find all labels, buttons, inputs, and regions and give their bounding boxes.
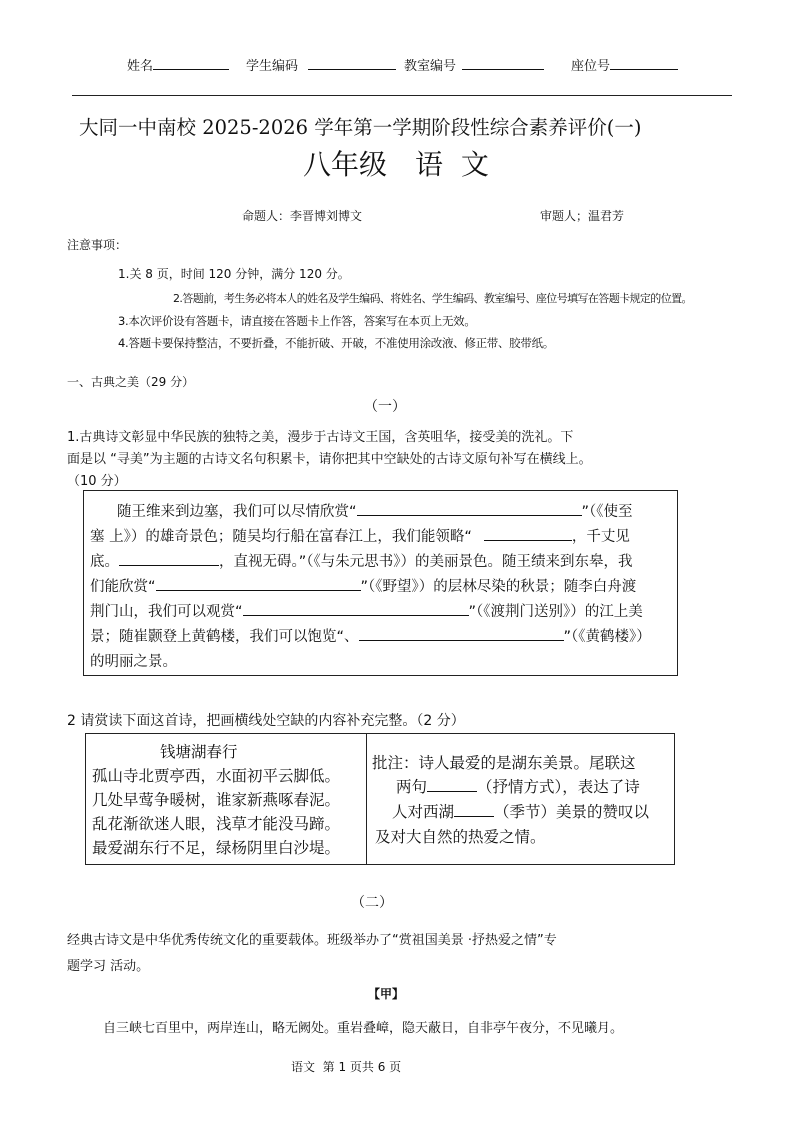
card-line: 底。 ，直视无碍。”（《与朱元思书》）的美丽景色。随王绩来到东皋，我	[90, 554, 633, 570]
answer-blank[interactable]	[484, 540, 572, 541]
note-item: 1.关 8 页，时间 120 分钟，满分 120 分。	[118, 267, 350, 281]
passage-label: 【甲】	[368, 987, 405, 1001]
grade-title	[303, 143, 489, 183]
annotation-line: 批注：诗人最爱的是湖东美景。尾联这	[372, 754, 636, 772]
poem-table-divider	[366, 733, 367, 865]
question-1-text: 面是以 “寻美”为主题的古诗文名句积累卡，请你把其中空缺处的古诗文原句补写在横线上。	[67, 452, 592, 467]
answer-blank[interactable]	[156, 590, 361, 591]
seat-blank[interactable]	[610, 69, 678, 70]
setter-text: 命题人：李晋博刘博文	[242, 209, 363, 223]
student-code-field[interactable]	[246, 55, 396, 74]
poem-line: 孤山寺北贾亭西，水面初平云脚低。	[92, 767, 341, 785]
part-2-intro: 经典古诗文是中华优秀传统文化的重要载体。班级举办了“赏祖国美景 ·抒热爱之情”专	[67, 933, 557, 948]
name-label: 姓名	[127, 59, 154, 74]
card-line: 荆门山，我们可以观赏“ ”（《渡荆门送别》）的江上美	[90, 604, 643, 620]
answer-blank[interactable]	[119, 565, 219, 566]
note-item: 2.答题前，考生务必将本人的姓名及学生编码、将姓名、学生编码、教室编号、座位号填写在答题卡规定的位置。	[173, 292, 692, 305]
answer-blank[interactable]	[454, 816, 494, 817]
answer-blank[interactable]	[359, 640, 564, 641]
note-item: 4.答题卡要保持整洁，不要折叠，不能折破、开破，不准使用涂改液、修正带、胶带纸。	[118, 336, 554, 350]
room-field[interactable]	[404, 55, 544, 74]
notes-heading: 注意事项：	[67, 238, 128, 252]
header-divider	[72, 95, 732, 96]
passage-text: 自三峡七百里中，两岸连山，略无阙处。重岩叠嶂，隐天蔽日，自非亭午夜分，不见曦月。	[103, 1021, 624, 1036]
room-blank[interactable]	[462, 69, 544, 70]
answer-blank[interactable]	[243, 615, 469, 616]
seat-field[interactable]	[571, 55, 678, 74]
card-line: 塞 上》）的雄奇景色；随吴均行船在富春江上，我们能领略“ ，千丈见	[90, 529, 630, 545]
poem-line: 最爱湖东行不足，绿杨阴里白沙堤。	[92, 839, 341, 857]
student-code-label: 学生编码	[246, 59, 299, 74]
card-line: 们能欣赏“ ”（《野望》）的层林尽染的秋景；随李白舟渡	[90, 579, 637, 595]
subject-label: 语 文	[415, 148, 489, 181]
annotation-line: 两句 （抒情方式），表达了诗	[396, 778, 640, 796]
poem-title: 钱塘湖春行	[160, 743, 238, 761]
annotation-line: 及对大自然的热爱之情。	[375, 828, 546, 846]
student-code-blank[interactable]	[308, 69, 396, 70]
question-2-text: 2 请赏读下面这首诗，把画横线处空缺的内容补充完整。（2 分）	[67, 713, 465, 729]
seat-label: 座位号	[571, 59, 611, 74]
card-line: 随王维来到边塞，我们可以尽情欣赏“ ”（《使至	[117, 504, 633, 520]
poem-line: 乱花渐欲迷人眼，浅草才能没马蹄。	[92, 815, 341, 833]
annotation-line: 人对西湖 （季节）美景的赞叹以	[392, 803, 650, 821]
card-line: 景；随崔颢登上黄鹤楼，我们可以饱览“、 ”（《黄鹤楼》）	[90, 629, 651, 645]
part-2-intro: 题学习 活动。	[67, 959, 150, 974]
poem-line: 几处早莺争暖树，谁家新燕啄春泥。	[92, 791, 341, 809]
grade-label: 八年级	[303, 148, 388, 181]
part-heading: （二）	[351, 895, 393, 911]
question-1-text: 1.古典诗文彰显中华民族的独特之美，漫步于古诗文王国，含英咀华，接受美的洗礼。下	[67, 430, 574, 445]
question-1-score: （10 分）	[67, 474, 127, 489]
part-heading: （一）	[364, 399, 406, 415]
section-heading: 一、古典之美（29 分）	[67, 375, 195, 389]
note-item: 3.本次评价设有答题卡，请直接在答题卡上作答，答案写在本页上无效。	[118, 314, 476, 328]
reviewer-text: 审题人；温君芳	[540, 209, 625, 223]
name-field[interactable]	[127, 55, 229, 74]
room-label: 教室编号	[404, 59, 457, 74]
exam-title: 大同一中南校 2025-2026 学年第一学期阶段性综合素养评价(一)	[79, 116, 642, 139]
page-footer: 语文 第 1 页共 6 页	[291, 1060, 402, 1074]
answer-blank[interactable]	[427, 791, 477, 792]
card-line: 的明丽之景。	[90, 654, 177, 670]
name-blank[interactable]	[153, 69, 229, 70]
answer-blank[interactable]	[357, 515, 582, 516]
